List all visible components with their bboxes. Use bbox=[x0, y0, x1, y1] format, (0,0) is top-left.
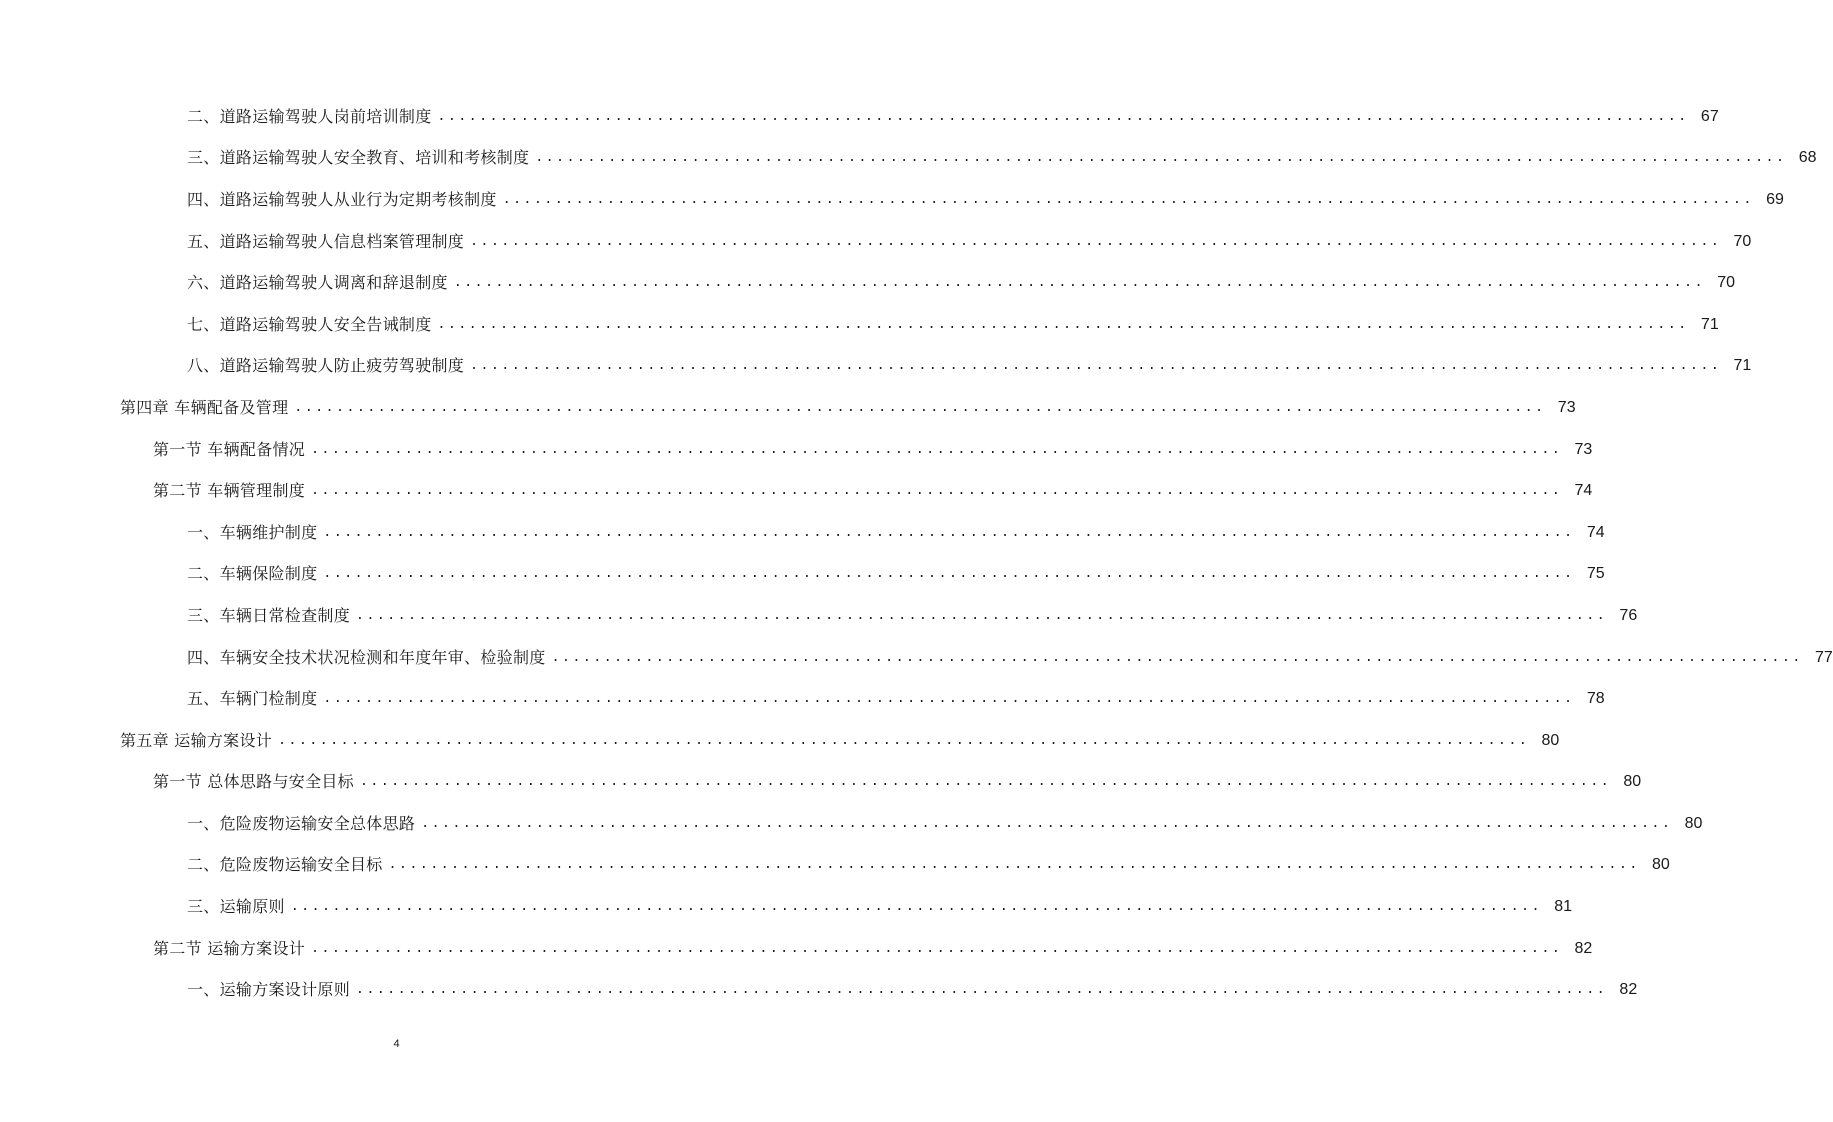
toc-entry-title: 五、道路运输驾驶人信息档案管理制度 bbox=[187, 231, 465, 251]
toc-entry-title: 七、道路运输驾驶人安全告诫制度 bbox=[187, 314, 432, 334]
toc-entry[interactable] bbox=[0, 803, 1703, 845]
toc-entry-page: 70 bbox=[1717, 274, 1736, 292]
toc-entry[interactable] bbox=[0, 928, 1593, 970]
toc-dot-leader: ........................................................................................................................ bbox=[311, 483, 1563, 499]
toc-entry[interactable] bbox=[0, 595, 1638, 637]
toc-dot-leader: ........................................................................................................................ bbox=[311, 441, 1563, 457]
toc-entry-title: 第一节 总体思路与安全目标 bbox=[153, 772, 354, 792]
toc-entry-page: 80 bbox=[1684, 814, 1703, 832]
toc-entry[interactable] bbox=[0, 969, 1638, 1011]
toc-dot-leader: ........................................................................................................................ bbox=[388, 857, 1640, 873]
toc-entry-page: 73 bbox=[1574, 440, 1593, 458]
toc-entry[interactable] bbox=[0, 845, 1670, 887]
toc-dot-leader: ........................................................................................................................ bbox=[502, 191, 1754, 207]
toc-entry-page: 82 bbox=[1619, 981, 1638, 999]
toc-entry-title: 第二节 车辆管理制度 bbox=[153, 481, 306, 501]
toc-entry-title: 三、运输原则 bbox=[187, 897, 285, 917]
toc-entry[interactable] bbox=[0, 762, 1642, 804]
toc-dot-leader: ........................................................................................................................ bbox=[551, 649, 1803, 665]
toc-entry-page: 75 bbox=[1586, 565, 1605, 583]
toc-entry-page: 82 bbox=[1574, 939, 1593, 957]
toc-entry-page: 80 bbox=[1623, 773, 1642, 791]
toc-entry-page: 80 bbox=[1652, 856, 1670, 874]
toc-dot-leader: ........................................................................................................................ bbox=[323, 691, 1575, 707]
toc-entry-title: 三、道路运输驾驶人安全教育、培训和考核制度 bbox=[187, 148, 530, 168]
toc-entry-title: 五、车辆门检制度 bbox=[187, 689, 318, 709]
toc-dot-leader: ........................................................................................................................ bbox=[323, 524, 1575, 540]
toc-entry-page: 71 bbox=[1733, 357, 1752, 375]
toc-entry-title: 第一节 车辆配备情况 bbox=[153, 439, 306, 459]
toc-entry-page: 74 bbox=[1586, 523, 1605, 541]
toc-entry-title: 二、车辆保险制度 bbox=[187, 564, 318, 584]
toc-entry-title: 一、危险废物运输安全总体思路 bbox=[187, 813, 416, 833]
toc-dot-leader: ........................................................................................................................ bbox=[290, 899, 1543, 915]
toc-entry-title: 第二节 运输方案设计 bbox=[153, 938, 306, 958]
toc-entry-title: 一、车辆维护制度 bbox=[187, 522, 318, 542]
toc-dot-leader: ........................................................................................................................ bbox=[311, 940, 1563, 956]
toc-entry[interactable] bbox=[0, 554, 1605, 596]
toc-entry-page: 77 bbox=[1815, 648, 1833, 666]
toc-dot-leader: ........................................................................................................................ bbox=[421, 815, 1673, 831]
toc-dot-leader: ........................................................................................................................ bbox=[535, 150, 1787, 166]
toc-entry[interactable] bbox=[0, 678, 1605, 720]
toc-entry-title: 一、运输方案设计原则 bbox=[187, 980, 351, 1000]
toc-entry[interactable] bbox=[0, 346, 1752, 388]
toc-entry-page: 76 bbox=[1619, 606, 1638, 624]
toc-dot-leader: ........................................................................................................................ bbox=[437, 108, 1689, 124]
toc-entry[interactable] bbox=[0, 512, 1605, 554]
table-of-contents bbox=[0, 96, 1833, 1011]
toc-entry[interactable] bbox=[0, 221, 1752, 263]
toc-entry-title: 第四章 车辆配备及管理 bbox=[120, 397, 289, 417]
toc-dot-leader: ........................................................................................................................ bbox=[323, 566, 1575, 582]
toc-entry-title: 四、车辆安全技术状况检测和年度年审、检验制度 bbox=[187, 647, 546, 667]
toc-entry-title: 四、道路运输驾驶人从业行为定期考核制度 bbox=[187, 189, 497, 209]
toc-dot-leader: ........................................................................................................................ bbox=[360, 774, 1612, 790]
toc-dot-leader: ........................................................................................................................ bbox=[437, 316, 1689, 332]
toc-entry-page: 80 bbox=[1541, 731, 1560, 749]
toc-entry-page: 81 bbox=[1554, 898, 1573, 916]
toc-entry-page: 74 bbox=[1574, 482, 1593, 500]
toc-dot-leader: ........................................................................................................................ bbox=[278, 732, 1530, 748]
toc-entry[interactable] bbox=[0, 138, 1817, 180]
toc-dot-leader: ........................................................................................................................ bbox=[356, 607, 1608, 623]
toc-dot-leader: ........................................................................................................................ bbox=[470, 233, 1722, 249]
toc-entry-title: 二、危险废物运输安全目标 bbox=[187, 855, 383, 875]
toc-entry-title: 六、道路运输驾驶人调离和辞退制度 bbox=[187, 273, 448, 293]
toc-entry-page: 70 bbox=[1733, 232, 1752, 250]
toc-dot-leader: ........................................................................................................................ bbox=[294, 399, 1546, 415]
toc-entry-title: 三、车辆日常检查制度 bbox=[187, 605, 351, 625]
toc-entry-page: 68 bbox=[1798, 149, 1817, 167]
toc-entry[interactable] bbox=[0, 96, 1719, 138]
toc-entry[interactable] bbox=[0, 262, 1736, 304]
toc-entry-page: 67 bbox=[1700, 107, 1719, 125]
toc-entry[interactable] bbox=[0, 720, 1560, 762]
toc-dot-leader: ........................................................................................................................ bbox=[356, 982, 1608, 998]
toc-dot-leader: ........................................................................................................................ bbox=[453, 275, 1706, 291]
toc-entry-page: 73 bbox=[1557, 398, 1576, 416]
toc-entry[interactable] bbox=[0, 429, 1593, 471]
toc-entry[interactable] bbox=[0, 470, 1593, 512]
toc-entry-page: 69 bbox=[1766, 190, 1784, 208]
toc-entry[interactable] bbox=[0, 886, 1573, 928]
toc-entry-title: 二、道路运输驾驶人岗前培训制度 bbox=[187, 106, 432, 126]
toc-entry[interactable] bbox=[0, 637, 1833, 679]
toc-dot-leader: ........................................................................................................................ bbox=[470, 358, 1722, 374]
toc-entry-page: 71 bbox=[1700, 315, 1719, 333]
page-number: 4 bbox=[393, 1038, 400, 1050]
toc-entry-title: 八、道路运输驾驶人防止疲劳驾驶制度 bbox=[187, 356, 465, 376]
toc-entry-page: 78 bbox=[1586, 690, 1605, 708]
toc-entry-title: 第五章 运输方案设计 bbox=[120, 730, 273, 750]
toc-entry[interactable] bbox=[0, 304, 1719, 346]
toc-entry[interactable] bbox=[0, 387, 1576, 429]
toc-entry[interactable] bbox=[0, 179, 1784, 221]
